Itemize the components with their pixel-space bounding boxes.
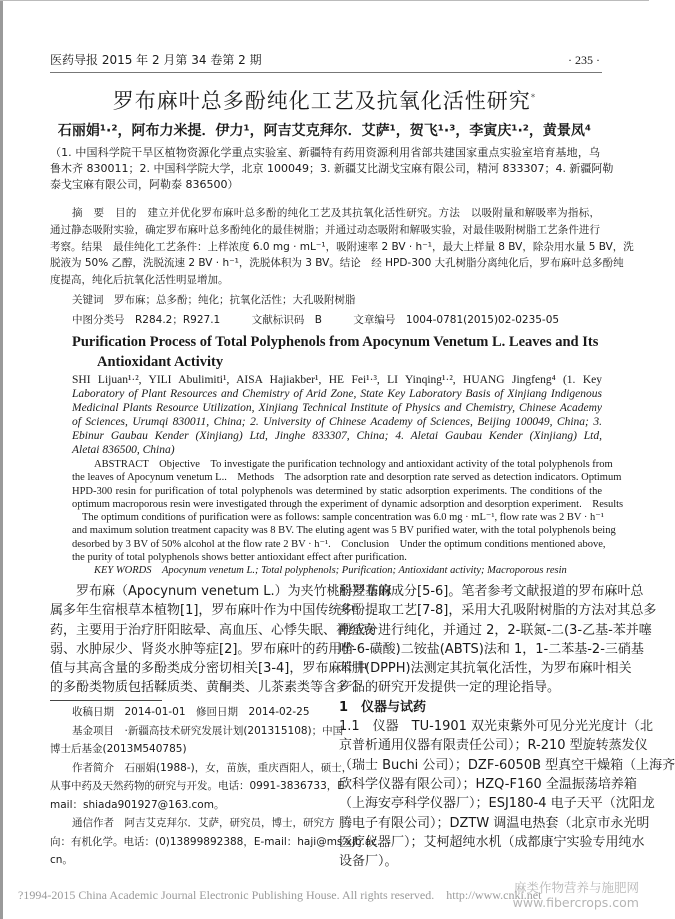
keywords-en: KEY WORDS Apocynum venetum L.; Total polyphenols; Purification; Antioxidant activity; Macroporous resin [94,565,567,577]
footnote-line: 向：有机化学。电话：(0)13899892388，E-mail：haji@ms.xjb.ac. [50,835,381,848]
footnote-line: 作者简介 石丽娟(1988-)，女，苗族，重庆酉阳人，硕士， [72,761,353,774]
body-line: 罗布麻（Apocynum venetum L.）为夹竹桃科罗布麻 [76,584,392,599]
body-line: 1.1 仪器 TU-1901 双光束紫外可见分光光度计（北 [339,719,654,735]
english-affiliation-line: of Sciences, Urumqi 830011, China; 2. University of Chinese Academy of Sciences, Beijing 100049, China; 3. [72,416,602,428]
english-abstract-line: HPD-300 resin for purification of total polyphenols was determined by static adsorption experiments. The conditions of the [72,485,602,497]
body-line: 设备厂）。 [339,854,398,870]
body-line: 的多酚类物质包括鞣质类、黄酮类、儿茶素类等含多个 [50,680,363,696]
abstract-line: 考察。结果 最佳纯化工艺条件：上样浓度 6.0 mg · mL⁻¹，吸附速率 2 BV · h⁻¹，最大上样量 8 BV，除杂用水量 5 BV，洗 [50,240,634,253]
body-line: 欣科学仪器有限公司）；HZQ-F160 全温振荡培养箱 [339,776,637,792]
english-affiliation-line: Aletai 836500, China) [72,444,175,456]
watermark-url: www.fibercrops.com [512,895,639,910]
footnote-line: 博士后基金(2013M540785) [50,743,187,755]
body-line: 多酚提取工艺[7-8]，采用大孔吸附树脂的方法对其总多 [339,603,657,619]
body-right-column [339,582,675,871]
section-heading: 1 仪器与试药 [339,699,427,715]
journal-info: 医药导报 2015 年 2 月第 34 卷第 2 期 [50,53,262,67]
footnote-line: mail：shiada901927@163.com。 [50,798,225,811]
english-abstract-line: The optimum conditions of purification were as follows: sample concentration was 6.0 mg · mL⁻¹, flow rate was 2 BV · h⁻¹ [82,512,604,524]
english-title [72,332,602,372]
abstract-line: 脱液为 50% 乙醇，洗脱流速 2 BV · h⁻¹，洗脱体积为 3 BV。结论 经 HPD-300 大孔树脂分离纯化后，罗布麻叶总多酚纯 [50,257,624,270]
body-line: 酚成分进行纯化，并通过 2，2-联氮-二(3-乙基-苯并噻 [339,622,652,638]
body-line: 产品的研究开发提供一定的理论指导。 [339,680,561,696]
body-line: 酚羟基的成分[5-6]。笔者参考文献报道的罗布麻叶总 [339,584,644,599]
body-line: 属多年生宿根草本植物[1]，罗布麻叶作为中国传统中 [50,603,355,619]
watermark-chinese: 麻类作物营养与施肥网 [513,880,639,895]
footnote-line: 基金项目 ·新疆高技术研究发展计划(201315108)；中国 [72,724,344,737]
classification-info: 中图分类号 R284.2；R927.1 文献标识码 B 文章编号 1004-0781(2015)02-0235-05 [72,313,560,326]
english-abstract-line: ABSTRACT Objective To investigate the purification technology and antioxidant activity of the total polyphenols from [94,459,613,470]
body-line: 弱、水肿尿少、肾炎水肿等症[2]。罗布麻叶的药用价 [50,641,355,657]
watermark [513,880,639,910]
abstract-line: 通过静态吸附实验，确定罗布麻叶总多酚纯化的最佳树脂；并通过动态吸附和解吸实验，对最佳吸附树脂工艺条件进行 [50,223,600,236]
english-abstract-line: the leaves of Apocynum venetum L.. Methods The adsorption rate and desorption rate served as detection indicators. Optimum [72,472,622,484]
english-title-line: Purification Process of Total Polyphenols from Apocynum Venetum L. Leaves and Its [72,334,599,350]
body-line: 京普析通用仪器有限责任公司）；R-210 型旋转蒸发仪 [339,738,648,754]
abstract-line: 度提高，纯化后抗氧化活性明显增加。 [50,274,229,287]
affiliation-line: 泰戈宝麻有限公司，阿勒泰 836500） [50,178,239,191]
english-affiliation-line: SHI Lijuan¹·², YILI Abulimiti¹, AISA Hajiakber¹, HE Fei¹·³, LI Yinqing¹·², HUANG Jingfeng⁴ (1. Key [72,374,602,386]
footnote-line: 收稿日期 2014-01-01 修回日期 2014-02-25 [72,706,310,718]
english-affiliation-line: Laboratory of Plant Resources and Chemistry of Arid Zone, State Key Laboratory Basis of Xinjiang Indigenous [72,388,602,400]
page-top-edge [0,0,649,1]
footnote-line: cn。 [50,854,73,866]
body-line: （瑞士 Buchi 公司）；DZF-6050B 型真空干燥箱（上海齐 [339,757,675,773]
footnote-rule [50,700,162,701]
english-abstract-line: the purity of total polyphenols shows better antioxidant effect after purification. [72,552,407,564]
body-line: （上海安亭科学仪器厂）；ESJ180-4 电子天平（沈阳龙 [339,796,655,812]
affiliations [50,145,614,193]
title-footnote-mark: * [530,93,537,103]
footnote-line: 从事中药及天然药物的研究与开发。电话：0991-3836733，E- [50,780,348,792]
abstract-line: 摘 要 目的 建立并优化罗布麻叶总多酚的纯化工艺及其抗氧化活性研究。方法 以吸附量和解吸率为指标， [72,207,600,219]
affiliation-line: 鲁木齐 830011；2. 中国科学院大学，北京 100049；3. 新疆艾比湖戈宝麻有限公司，精河 833307；4. 新疆阿勒 [50,162,614,175]
affiliation-line: （1. 中国科学院干旱区植物资源化学重点实验室、新疆特有药用资源利用省部共建国家重点实验室培育基地，乌 [50,146,600,159]
running-header [50,52,600,68]
copyright-footer: ?1994-2015 China Academic Journal Electronic Publishing House. All rights reserved. http://www.cnki.net [18,888,542,902]
page-number: · 235 · [568,53,600,67]
body-line: 唑-6-磺酸)二铵盐(ABTS)法和 1，1-二苯基-2-三硝基 [339,641,644,657]
english-abstract [72,458,624,578]
authors: 石丽娟¹·²，阿布力米提．伊力¹，阿吉艾克拜尔．艾萨¹，贺飞¹·³，李寅庆¹·²，黄景凤⁴ [57,123,592,139]
title-text: 罗布麻叶总多酚纯化工艺及抗氧化活性研究 [112,89,531,113]
header-rule [50,72,602,73]
body-line: 医疗仪器厂）；艾柯超纯水机（成都康宁实验专用纯水 [339,834,645,850]
footnote-line: 通信作者 阿吉艾克拜尔．艾萨，研究员，博士，研究方 [72,817,335,829]
body-line: 值与其高含量的多酚类成分密切相关[3-4]，罗布麻叶中 [50,661,368,677]
english-affiliation-line: Ebinur Gaubau Kender (Xinjiang) Ltd, Jinghe 833307, China; 4. Aletai Gaubau Kender (Xinjiang) Ltd, [72,430,602,442]
chinese-abstract [50,205,634,329]
keywords-cn: 关键词 罗布麻；总多酚；纯化；抗氧化活性；大孔吸附树脂 [72,293,356,306]
body-line: 药，主要用于治疗肝阳眩晕、高血压、心悸失眠、神经衰 [50,622,376,638]
english-abstract-line: desorbed by 3 BV of 50% alcohol at the flow rate 2 BV · h⁻¹. Conclusion Under the optimum conditions mentioned above, [72,538,606,550]
english-abstract-line: optimum macroporous resin were investigated through the experiment of dynamic adsorption and desorption experiment. Results [72,498,624,510]
paper-title [0,84,649,115]
body-left-column [50,582,392,698]
english-authors-affiliations [72,373,602,457]
body-line: 苯肼(DPPH)法测定其抗氧化活性，为罗布麻叶相关 [339,661,632,677]
english-abstract-line: and maximum solution treatment capacity was 8 BV. The eluting agent was 5 BV purified water, with the total polyphenols being [72,525,616,537]
body-line: 腾电子有限公司）；DZTW 调温电热套（北京市永光明 [339,815,650,831]
english-affiliation-line: Medicinal Plants Resource Utilization, Xinjiang Technical Institute of Physics and Chemistry, Chinese Academy [72,402,602,414]
english-title-line: Antioxidant Activity [97,354,224,370]
